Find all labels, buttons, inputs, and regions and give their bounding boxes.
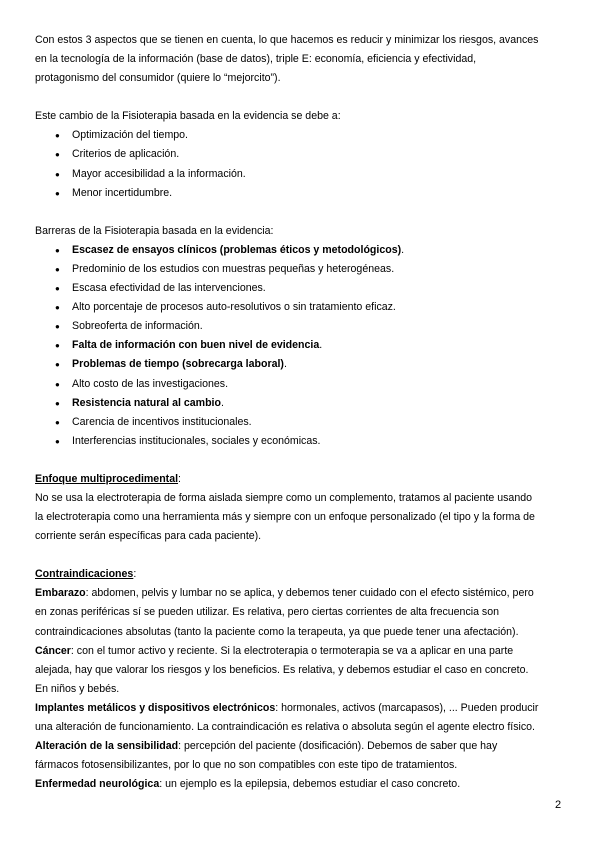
intro-line: protagonismo del consumidor (quiere lo “mejorcito”). xyxy=(35,72,281,85)
term-text: : un ejemplo es la epilepsia, debemos estudiar el caso concreto. xyxy=(159,778,461,791)
list-item: ● Menor incertidumbre. xyxy=(35,184,570,203)
paragraph-line xyxy=(35,642,570,661)
list-item: ● Criterios de aplicación. xyxy=(35,145,570,164)
term-text: : con el tumor activo y reciente. Si la electroterapia o termoterapia se va a aplicar en una parte xyxy=(70,644,514,657)
list-item: ● Optimización del tiempo. xyxy=(35,126,570,145)
paragraph-line: corriente serán específicas para cada paciente). xyxy=(35,530,262,543)
multiproc-heading-line xyxy=(35,470,570,489)
section-heading: Enfoque multiprocedimental xyxy=(35,472,179,485)
section-heading: Contraindicaciones xyxy=(35,568,134,581)
suffix: . xyxy=(319,339,323,352)
list-item: ● Mayor accesibilidad a la información. xyxy=(35,165,570,184)
term-text: : percepción del paciente (dosificación). Debemos de saber que hay xyxy=(178,740,498,753)
paragraph-line xyxy=(35,775,570,794)
spacer xyxy=(35,203,570,222)
term-text: : hormonales, activos (marcapasos), ... Pueden producir xyxy=(275,701,539,714)
suffix: . xyxy=(283,358,287,371)
spacer xyxy=(35,88,570,107)
bold-text: Resistencia natural al cambio xyxy=(72,396,221,409)
colon: : xyxy=(133,568,137,581)
paragraph-line xyxy=(35,737,570,756)
bold-text: Problemas de tiempo (sobrecarga laboral) xyxy=(72,358,284,371)
colon: : xyxy=(178,472,181,485)
contra-heading-line xyxy=(35,565,570,584)
paragraph-line: alejada, hay que valorar los riesgos y los beneficios. Es relativa, y debemos estudiar el caso en concreto. xyxy=(35,663,529,676)
change-list xyxy=(35,126,570,202)
list-item xyxy=(35,394,570,413)
intro-line: Con estos 3 aspectos que se tienen en cuenta, lo que hacemos es reducir y minimizar los riesgos, avances xyxy=(35,34,539,46)
list-item xyxy=(35,241,570,260)
paragraph-line xyxy=(35,699,570,718)
spacer xyxy=(35,451,570,470)
term-text: : abdomen, pelvis y lumbar no se aplica, y debemos tener cuidado con el efecto sistémico, pero xyxy=(85,587,534,600)
list-item: ● Predominio de los estudios con muestras pequeñas y heterogéneas. xyxy=(35,260,570,279)
list-item: ● Sobreoferta de información. xyxy=(35,317,570,336)
bold-text: Escasez de ensayos clínicos (problemas éticos y metodológicos) xyxy=(72,243,402,256)
paragraph-line: una alteración de funcionamiento. La contraindicación es relativa o absoluta según el agente electro físico. xyxy=(35,721,535,733)
barriers-heading: Barreras de la Fisioterapia basada en la evidencia: xyxy=(35,224,274,237)
bold-text: Falta de información con buen nivel de evidencia xyxy=(72,339,320,352)
paragraph-line xyxy=(35,584,570,603)
change-heading: Este cambio de la Fisioterapia basada en la evidencia se debe a: xyxy=(35,110,341,123)
suffix: . xyxy=(220,396,224,409)
list-item xyxy=(35,355,570,374)
page-number: 2 xyxy=(555,799,562,811)
term: Enfermedad neurológica xyxy=(35,778,160,791)
barriers-list xyxy=(35,241,570,451)
paragraph-line: contraindicaciones absolutas (tanto la paciente como la terapeuta, ya que puede tener una afectación). xyxy=(35,625,519,638)
paragraph-line: la electroterapia como una herramienta más y siempre con un enfoque personalizado (el tipo y la forma de xyxy=(35,511,535,524)
term: Cáncer xyxy=(35,644,71,657)
suffix: . xyxy=(401,243,405,256)
spacer xyxy=(35,546,570,565)
list-item xyxy=(35,336,570,355)
term: Embarazo xyxy=(35,587,86,600)
list-item: ● Alto costo de las investigaciones. xyxy=(35,375,570,394)
list-item: ● Interferencias institucionales, sociales y económicas. xyxy=(35,432,570,451)
list-item: ● Carencia de incentivos institucionales. xyxy=(35,413,570,432)
page-content xyxy=(35,31,570,794)
paragraph-line: En niños y bebés. xyxy=(35,682,120,695)
list-item: ● Escasa efectividad de las intervenciones. xyxy=(35,279,570,298)
term: Implantes metálicos y dispositivos electrónicos xyxy=(35,701,276,714)
list-item: ● Alto porcentaje de procesos auto-resolutivos o sin tratamiento eficaz. xyxy=(35,298,570,317)
intro-line: en la tecnología de la información (base de datos), triple E: economía, eficiencia y efectividad, xyxy=(35,53,477,66)
paragraph-line: No se usa la electroterapia de forma aislada siempre como un complemento, tratamos al paciente usando xyxy=(35,491,532,504)
paragraph-line: en zonas periféricas sí se pueden utilizar. Es relativa, pero ciertas corrientes de alta frecuencia son xyxy=(35,606,500,619)
term: Alteración de la sensibilidad xyxy=(35,740,179,753)
paragraph-line: fármacos fotosensibilizantes, por lo que no son compatibles con este tipo de tratamientos. xyxy=(35,759,458,772)
